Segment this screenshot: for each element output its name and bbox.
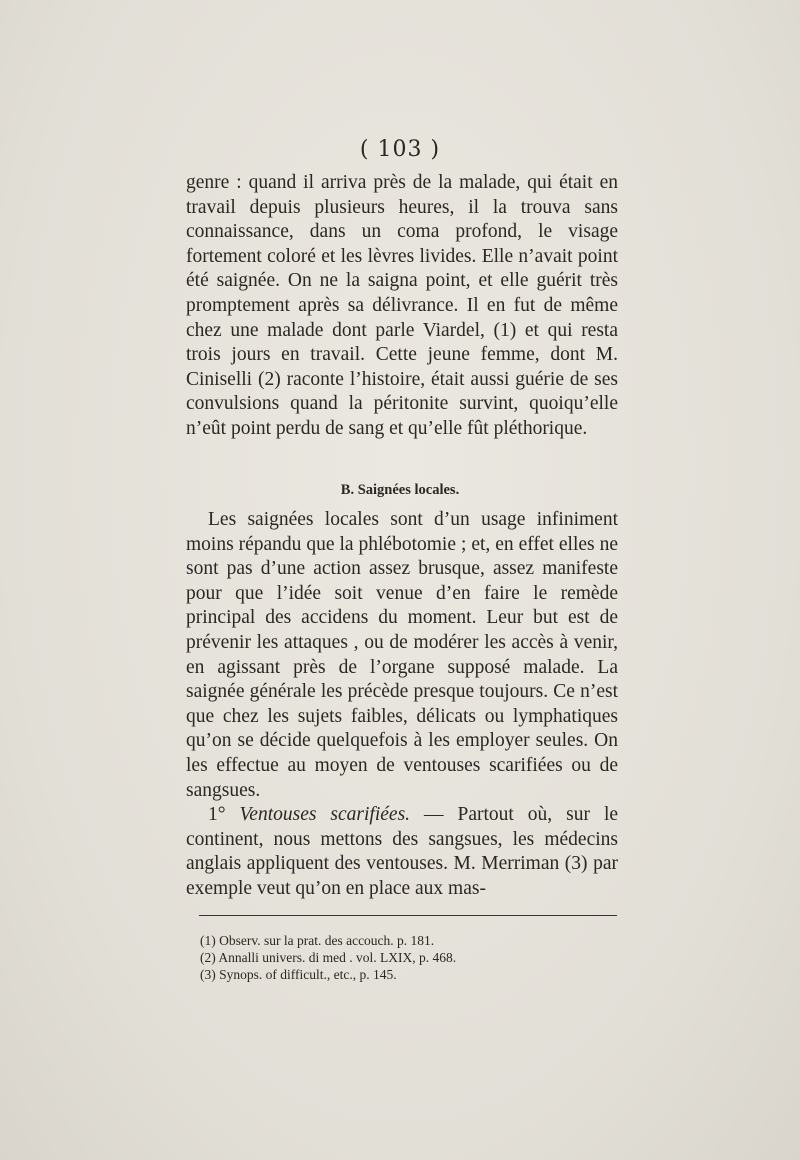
paragraph-local-bleeding: Les saignées locales sont d’un usage infiniment moins répandu que la phlébotomie ; et, en effet elles ne sont pas d’une action assez brusque, assez manifeste pour que l’idée soit venue d’en faire le remède principal des accidens du moment. Leur but est de prévenir les attaques , ou de modérer les accès à venir, en agissant près de l’organe supposé malade. La saignée générale les précède presque toujours. Ce n’est que chez les sujets faibles, délicats ou lymphatiques qu’on se décide quelquefois à les employer seules. On les effectue au moyen de ventouses scarifiées ou de sangsues. [186,509,618,801]
paragraph-ventouses [186,803,618,901]
footnote-2: (2) Annalli univers. di med . vol. LXIX, p. 468. [200,950,457,965]
ventouses-number: 1° [208,804,226,826]
footnote-1: (1) Observ. sur la prat. des accouch. p. 181. [200,933,435,948]
text-block-continuation [186,171,618,442]
paragraph-continuation: genre : quand il arriva près de la malade, qui était en travail depuis plusieurs heures, il la trouva sans connaissance, dans un coma profond, le visage fortement coloré et les lèvres livides. Elle n’avait point été saignée. On ne la saigna point, et elle guérit très promptement après sa délivrance. Il en fut de même chez une malade dont parle Viardel, (1) et qui resta trois jours en travail. Cette jeune femme, dont M. Ciniselli (2) raconte l’histoire, était aussi guérie de ses convulsions quand la péritonite survint, quoiqu’elle n’eût point perdu de sang et qu’elle fût pléthorique. [186,172,618,439]
text-block-local-bleeding [186,508,618,902]
page-number: ( 103 ) [359,137,441,162]
section-heading: B. Saignées locales. [340,482,460,498]
footnotes [200,932,620,983]
footnote-divider [199,915,617,916]
ventouses-text: — Partout où, sur le continent, nous mettons des sangsues, les médecins anglais appliquent des ventouses. M. Merriman (3) par exemple veut qu’on en place aux mas- [186,804,619,899]
ventouses-title: Ventouses scarifiées. [239,804,411,826]
footnote-3: (3) Synops. of difficult., etc., p. 145. [200,967,397,982]
